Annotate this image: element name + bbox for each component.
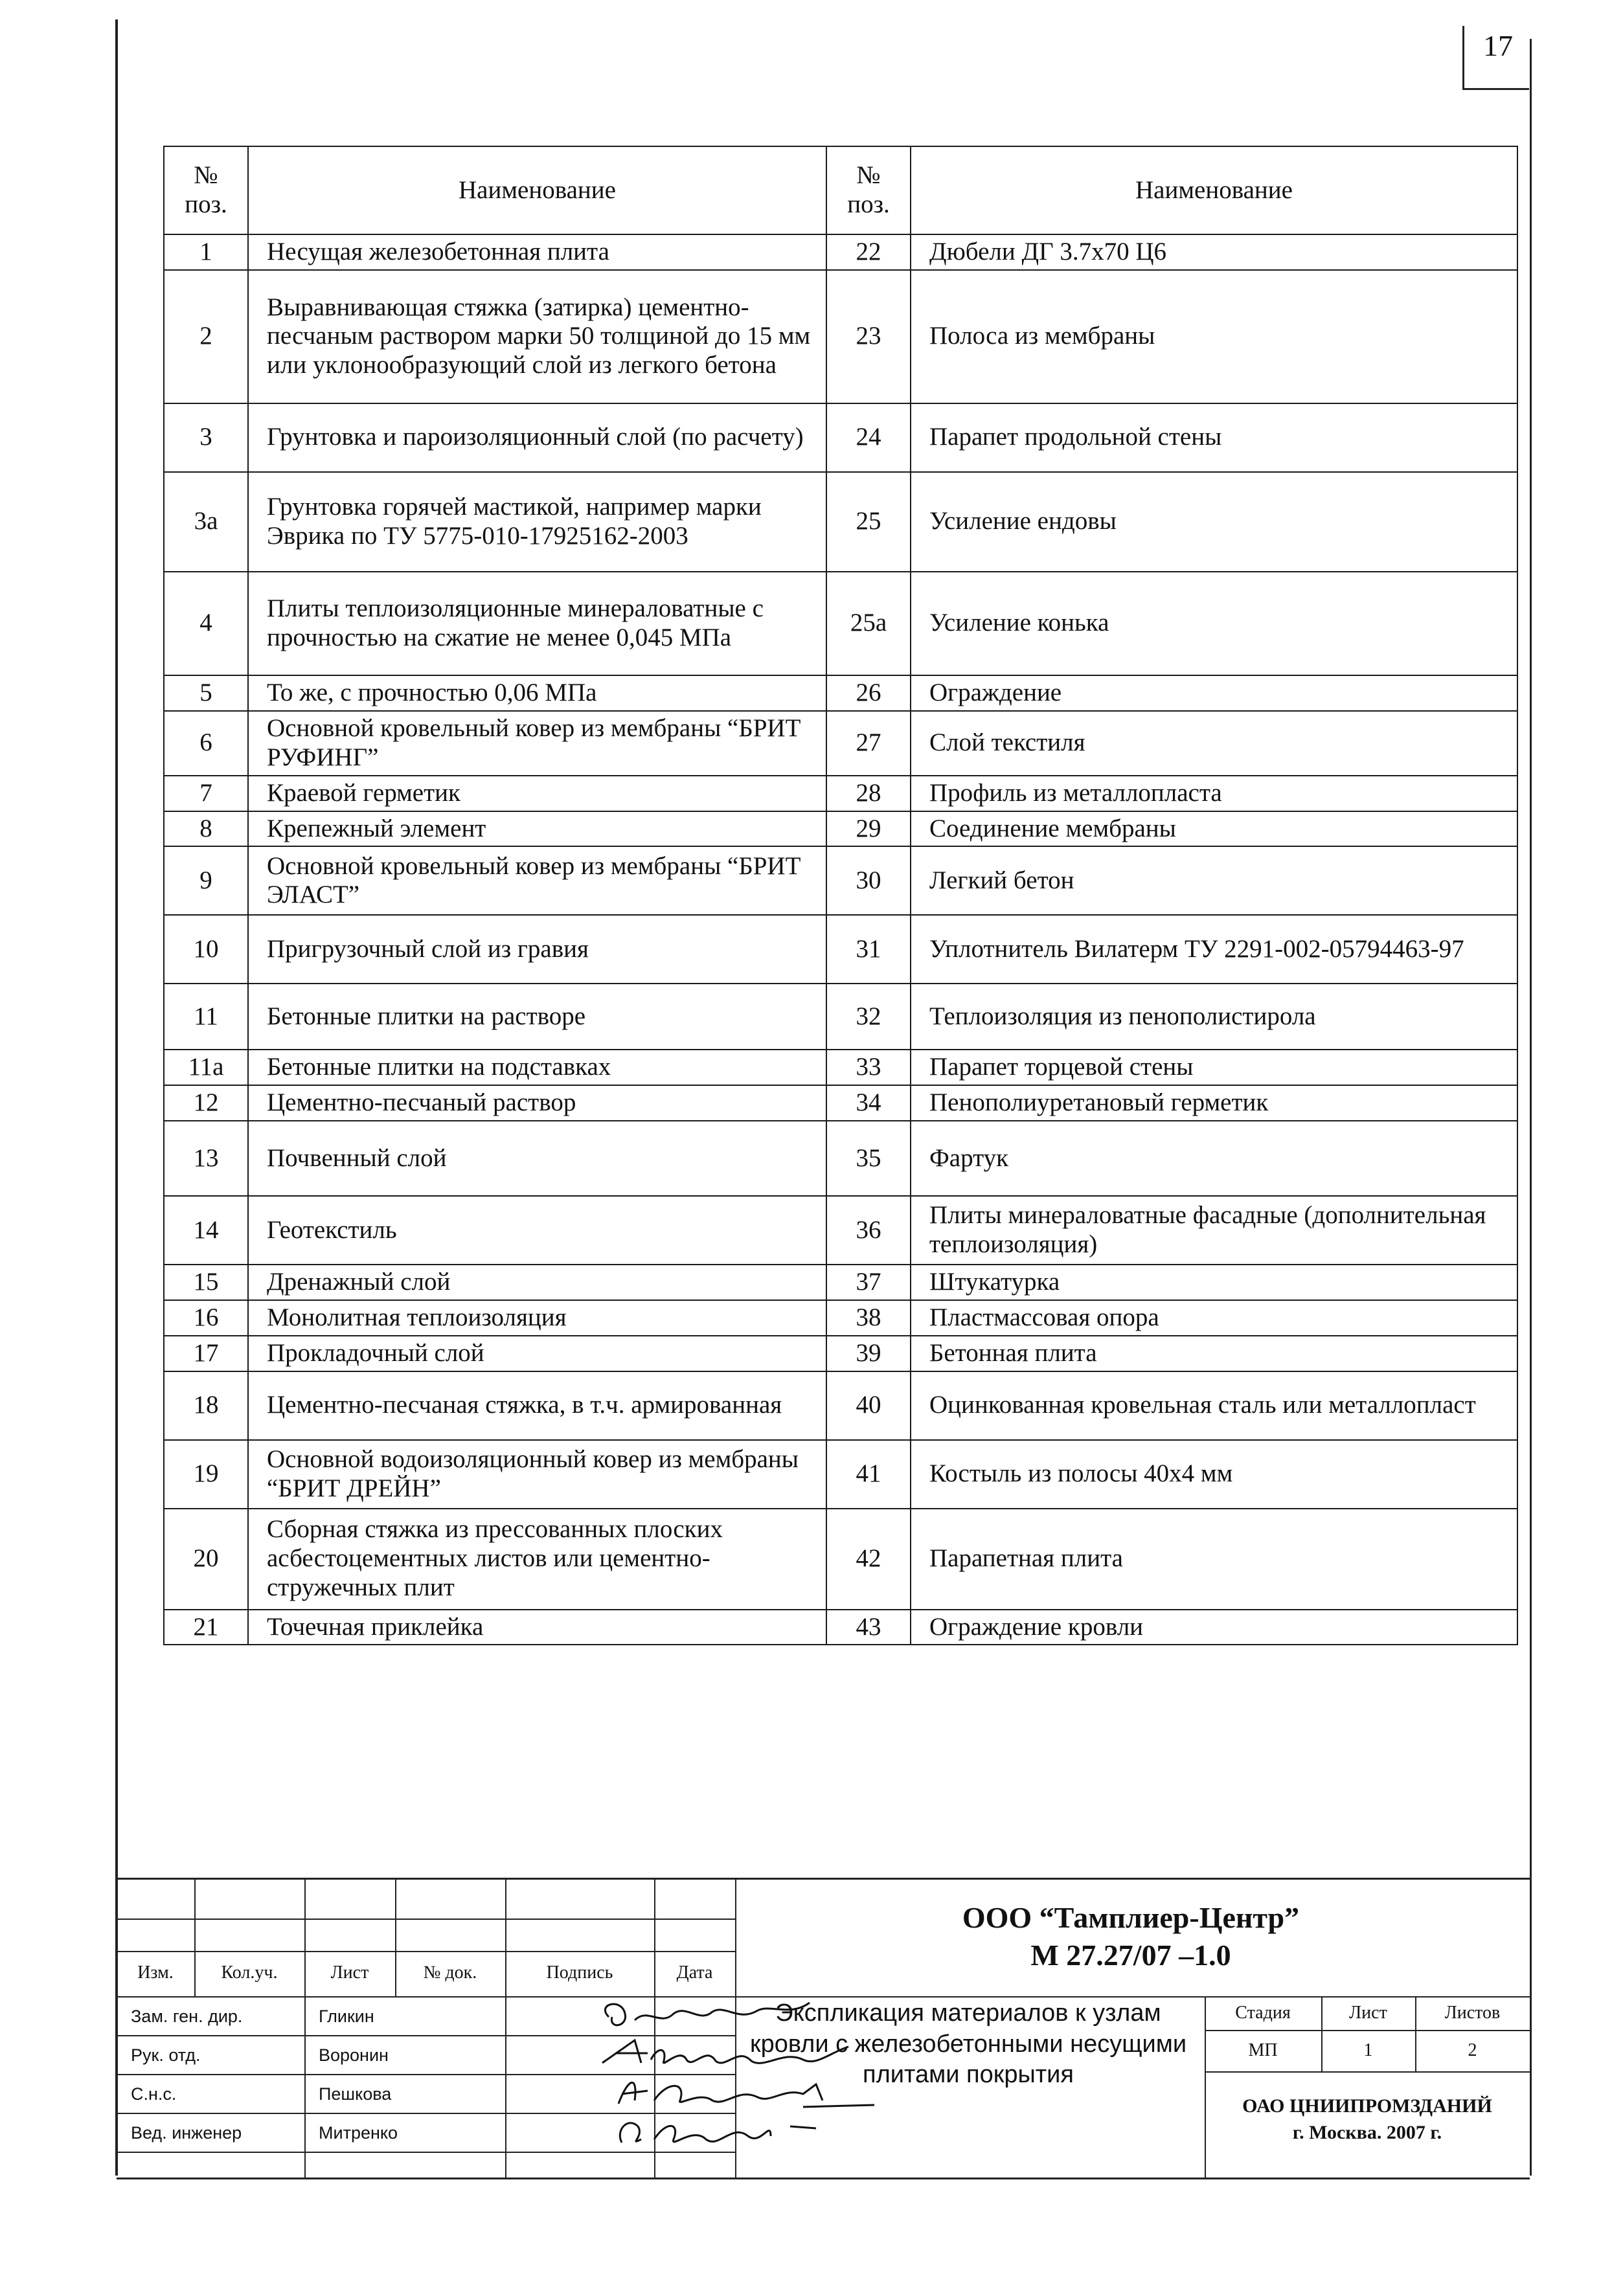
page-number: 17 [1483,29,1513,62]
table-row [164,1371,1517,1440]
left-pos-cell: 6 [164,711,248,776]
left-pos-cell: 11а [164,1050,248,1085]
right-pos-cell: 42 [826,1509,911,1610]
left-name-cell: Несущая железобетонная плита [248,234,826,270]
right-name-cell: Парапетная плита [911,1509,1517,1610]
right-pos-cell: 23 [826,270,911,403]
frame-left-border [115,19,118,2176]
right-name-cell: Полоса из мембраны [911,270,1517,403]
right-pos-cell: 25 [826,472,911,572]
table-row [164,711,1517,776]
left-name-cell: Цементно-песчаная стяжка, в т.ч. армированная [248,1371,826,1440]
right-pos-cell: 38 [826,1300,911,1336]
col-header-data: Дата [676,1963,713,1983]
left-pos-cell: 7 [164,776,248,811]
table-row [164,1196,1517,1265]
staff-name: Воронин [319,2045,389,2065]
left-name-cell: Плиты теплоизоляционные минераловатные с прочностью на сжатие не менее 0,045 МПа [248,572,826,675]
right-pos-cell: 41 [826,1440,911,1509]
left-name-cell: Почвенный слой [248,1121,826,1196]
right-pos-cell: 24 [826,403,911,472]
left-pos-cell: 21 [164,1610,248,1645]
staff-role: Зам. ген. дир. [131,2007,243,2026]
right-pos-cell: 22 [826,234,911,270]
table-row [164,776,1517,811]
right-name-cell: Уплотнитель Вилатерм ТУ 2291-002-05794463-97 [911,915,1517,984]
left-pos-cell: 1 [164,234,248,270]
right-name-cell: Профиль из металлопласта [911,776,1517,811]
right-pos-cell: 29 [826,811,911,847]
right-pos-cell: 34 [826,1085,911,1121]
left-pos-cell: 13 [164,1121,248,1196]
left-name-cell: Сборная стяжка из прессованных плоских асбестоцементных листов или цементно-стружечных плит [248,1509,826,1610]
right-name-cell: Парапет торцевой стены [911,1050,1517,1085]
left-name-cell: Прокладочный слой [248,1336,826,1371]
staff-role: Рук. отд. [131,2045,201,2065]
sheets-header: Листов [1444,2003,1501,2023]
right-pos-cell: 43 [826,1610,911,1645]
col-header-n-dok: № док. [423,1963,477,1983]
organization: ОАО ЦНИИПРОМЗДАНИЙ г. Москва. 2007 г. [1242,2095,1492,2143]
sheets-value: 2 [1468,2040,1477,2060]
sheet-header: Лист [1349,2003,1387,2023]
right-name-cell: Легкий бетон [911,846,1517,915]
left-pos-cell: 3 [164,403,248,472]
frame-right-border [1530,39,1532,2176]
table-row [164,1265,1517,1300]
table-row [164,270,1517,403]
right-name-cell: Парапет продольной стены [911,403,1517,472]
left-pos-cell: 20 [164,1509,248,1610]
left-name-cell: Основной водоизоляционный ковер из мембраны “БРИТ ДРЕЙН” [248,1440,826,1509]
right-pos-cell: 40 [826,1371,911,1440]
left-name-cell: Крепежный элемент [248,811,826,847]
right-name-cell: Усиление конька [911,572,1517,675]
right-pos-cell: 27 [826,711,911,776]
left-name-cell: Основной кровельный ковер из мембраны “БРИТ ЭЛАСТ” [248,846,826,915]
right-name-cell: Фартук [911,1121,1517,1196]
materials-table [163,146,1518,1645]
left-pos-cell: 4 [164,572,248,675]
left-name-cell: Геотекстиль [248,1196,826,1265]
table-header-row [164,146,1517,234]
right-name-cell: Дюбели ДГ 3.7х70 Ц6 [911,234,1517,270]
right-name-cell: Плиты минераловатные фасадные (дополнительная теплоизоляция) [911,1196,1517,1265]
table-row [164,1509,1517,1610]
staff-name: Гликин [319,2007,374,2026]
header-pos-right: № поз. [826,146,911,234]
signature-mitrenko [609,2110,842,2153]
left-name-cell: Цементно-песчаный раствор [248,1085,826,1121]
right-pos-cell: 31 [826,915,911,984]
table-row [164,811,1517,847]
left-pos-cell: 12 [164,1085,248,1121]
left-name-cell: Монолитная теплоизоляция [248,1300,826,1336]
header-name-left: Наименование [248,146,826,234]
staff-role: С.н.с. [131,2084,177,2104]
right-name-cell: Теплоизоляция из пенополистирола [911,984,1517,1050]
table-row [164,1085,1517,1121]
right-name-cell: Штукатурка [911,1265,1517,1300]
right-name-cell: Слой текстиля [911,711,1517,776]
table-row [164,1440,1517,1509]
table-row [164,984,1517,1050]
right-pos-cell: 36 [826,1196,911,1265]
right-pos-cell: 25а [826,572,911,675]
sheet-value: 1 [1363,2040,1373,2060]
left-pos-cell: 19 [164,1440,248,1509]
left-name-cell: Дренажный слой [248,1265,826,1300]
left-pos-cell: 9 [164,846,248,915]
left-name-cell: Выравнивающая стяжка (затирка) цементно-песчаным раствором марки 50 толщиной до 15 мм или уклонообразующий слой из легкого бетона [248,270,826,403]
right-name-cell: Ограждение кровли [911,1610,1517,1645]
left-name-cell: Бетонные плитки на подставках [248,1050,826,1085]
table-row [164,1610,1517,1645]
left-pos-cell: 2 [164,270,248,403]
left-pos-cell: 18 [164,1371,248,1440]
left-name-cell: Грунтовка и пароизоляционный слой (по расчету) [248,403,826,472]
right-pos-cell: 39 [826,1336,911,1371]
left-pos-cell: 14 [164,1196,248,1265]
table-row [164,572,1517,675]
left-pos-cell: 11 [164,984,248,1050]
document-title: Экспликация материалов к узлам кровли с железобетонными несущими плитами покрытия [749,1999,1187,2088]
header-name-right: Наименование [911,146,1517,234]
header-pos-left: № поз. [164,146,248,234]
table-row [164,472,1517,572]
left-pos-cell: 15 [164,1265,248,1300]
table-row [164,1050,1517,1085]
left-pos-cell: 5 [164,675,248,711]
table-row [164,846,1517,915]
right-name-cell: Ограждение [911,675,1517,711]
right-pos-cell: 32 [826,984,911,1050]
table-row [164,675,1517,711]
left-name-cell: Грунтовка горячей мастикой, например марки Эврика по ТУ 5775-010-17925162-2003 [248,472,826,572]
right-name-cell: Усиление ендовы [911,472,1517,572]
right-pos-cell: 28 [826,776,911,811]
right-name-cell: Пенополиуретановый герметик [911,1085,1517,1121]
col-header-podpis: Подпись [546,1963,613,1983]
left-pos-cell: 10 [164,915,248,984]
right-pos-cell: 26 [826,675,911,711]
stage-header: Стадия [1235,2003,1291,2023]
left-name-cell: То же, с прочностью 0,06 МПа [248,675,826,711]
col-header-list: Лист [330,1963,369,1983]
table-row [164,1121,1517,1196]
title-block [117,1878,1530,2179]
left-pos-cell: 17 [164,1336,248,1371]
left-pos-cell: 16 [164,1300,248,1336]
left-name-cell: Бетонные плитки на растворе [248,984,826,1050]
right-pos-cell: 30 [826,846,911,915]
left-name-cell: Краевой герметик [248,776,826,811]
left-name-cell: Точечная приклейка [248,1610,826,1645]
stage-value: МП [1248,2040,1278,2060]
table-row [164,403,1517,472]
right-pos-cell: 33 [826,1050,911,1085]
staff-name: Митренко [319,2123,398,2143]
left-pos-cell: 3а [164,472,248,572]
staff-role: Вед. инженер [131,2123,242,2143]
table-row [164,234,1517,270]
right-name-cell: Бетонная плита [911,1336,1517,1371]
right-name-cell: Костыль из полосы 40х4 мм [911,1440,1517,1509]
right-name-cell: Соединение мембраны [911,811,1517,847]
col-header-izm: Изм. [137,1963,174,1983]
right-pos-cell: 37 [826,1265,911,1300]
table-row [164,1336,1517,1371]
company-name: ООО “Тамплиер-Центр” М 27.27/07 –1.0 [962,1901,1300,1972]
col-header-kol-uch: Кол.уч. [221,1963,278,1983]
table-row [164,1300,1517,1336]
left-name-cell: Пригрузочный слой из гравия [248,915,826,984]
right-name-cell: Пластмассовая опора [911,1300,1517,1336]
table-row [164,915,1517,984]
left-name-cell: Основной кровельный ковер из мембраны “БРИТ РУФИНГ” [248,711,826,776]
left-pos-cell: 8 [164,811,248,847]
staff-name: Пешкова [319,2084,392,2104]
right-pos-cell: 35 [826,1121,911,1196]
right-name-cell: Оцинкованная кровельная сталь или металлопласт [911,1371,1517,1440]
